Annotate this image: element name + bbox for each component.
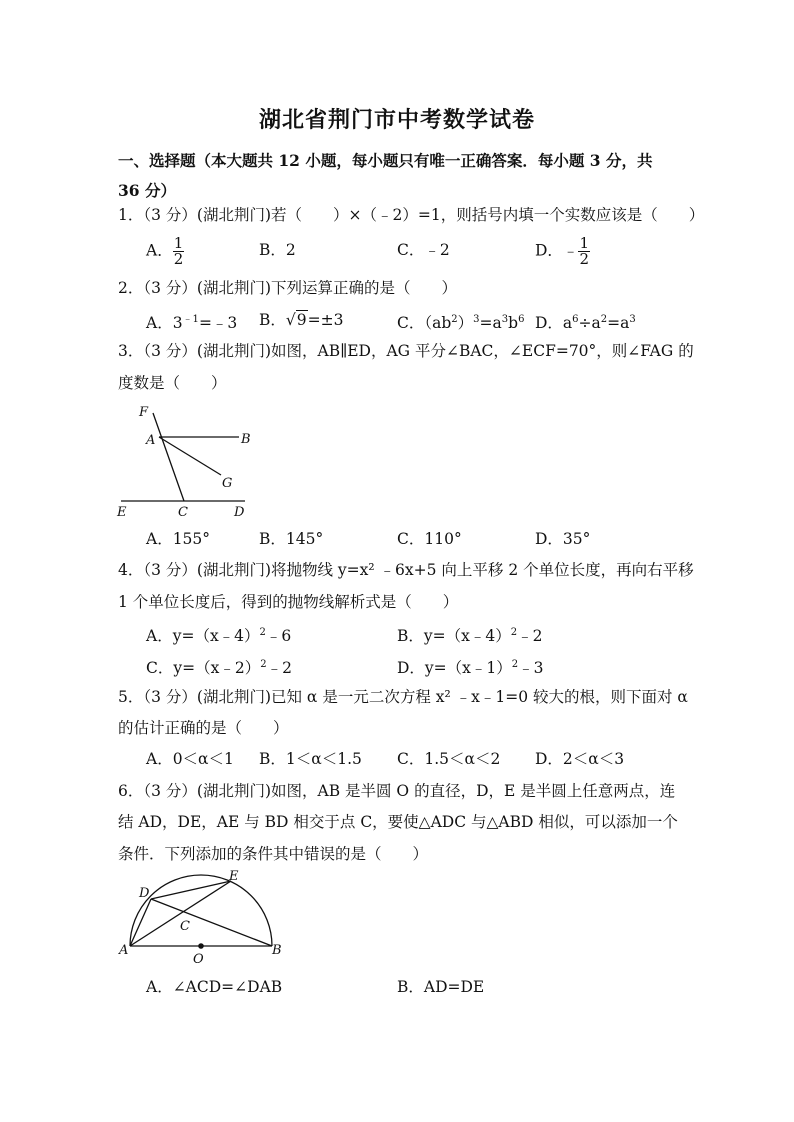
q5-option-b: B．1＜α＜1.5	[259, 750, 362, 768]
q4-option-c: C．y=（x﹣2）$^2$﹣2	[146, 659, 292, 678]
q4-stem-line-1: 4．（3 分）(湖北荆门)将抛物线 y=x² ﹣6x+5 向上平移 2 个单位长度，再向右平移	[118, 561, 694, 579]
q3-option-a: A．155°	[146, 530, 211, 548]
q6-stem-line-1: 6．（3 分）(湖北荆门)如图，AB 是半圆 O 的直径，D，E 是半圆上任意两点，连	[118, 782, 676, 800]
q6-label-b: B	[272, 943, 282, 958]
q5-option-d: D．2＜α＜3	[535, 750, 625, 768]
page-title: 湖北省荆门市中考数学试卷	[258, 107, 535, 133]
q2-option-a: A．$3^{﹣1}=﹣3$	[146, 314, 238, 333]
q5-stem-line-2: 的估计正确的是（ ）	[118, 719, 289, 737]
q1-option-a: A． $\frac{1}{2}$	[146, 234, 184, 268]
section-heading: 一、选择题（本大题共 12 小题，每小题只有唯一正确答案．每小题 3 分，共 36 分）	[118, 151, 653, 200]
q3-stem-line-2: 度数是（ ）	[118, 374, 227, 392]
q1-stem: 1．（3 分）(湖北荆门)若（ ）×（﹣2）=1，则括号内填一个实数应该是（ ）	[118, 206, 705, 224]
q5-stem-line-1: 5．（3 分）(湖北荆门)已知 α 是一元二次方程 x² ﹣x﹣1=0 较大的根，则下面对 α	[118, 688, 688, 706]
q4-stem-line-2: 1 个单位长度后，得到的抛物线解析式是（ ）	[118, 593, 459, 611]
q6-stem-line-2: 结 AD，DE，AE 与 BD 相交于点 C，要使△ADC 与△ABD 相似，可以添加一个	[118, 813, 678, 831]
q3-label-c: C	[178, 505, 188, 518]
q3-option-c: C．110°	[397, 530, 462, 548]
q1-option-c: C．﹣2	[397, 241, 450, 259]
q2-option-b: B．√9=±3	[259, 311, 344, 329]
q6-option-b: B．AD=DE	[397, 978, 485, 996]
q6-label-e: E	[229, 869, 239, 884]
q3-label-a: A	[146, 433, 156, 448]
q2-option-c: C．$(ab^2)^3=a^3b^6$	[397, 314, 525, 333]
q3-figure	[115, 403, 265, 518]
q6-stem-line-3: 条件．下列添加的条件其中错误的是（ ）	[118, 845, 429, 863]
q6-label-d: D	[139, 886, 150, 901]
q2-option-d: D．$a^6\div a^2=a^3$	[535, 314, 636, 333]
q6-label-a: A	[119, 943, 129, 958]
q1-option-d: D．﹣ $\frac{1}{2}$	[535, 234, 589, 268]
q3-label-g: G	[222, 476, 233, 491]
q3-label-e: E	[117, 505, 127, 518]
q6-figure	[115, 866, 285, 966]
q3-option-d: D．35°	[535, 530, 591, 548]
q3-stem-line-1: 3．（3 分）(湖北荆门)如图，AB∥ED，AG 平分∠BAC，∠ECF=70°，则∠FAG 的	[118, 342, 694, 360]
q2-stem: 2．（3 分）(湖北荆门)下列运算正确的是（ ）	[118, 279, 457, 297]
q4-option-d: D．y=（x﹣1）$^2$﹣3	[397, 659, 544, 678]
q3-label-f: F	[139, 405, 149, 420]
q5-option-a: A．0＜α＜1	[146, 750, 234, 768]
q4-option-b: B．y=（x﹣4）$^2$﹣2	[397, 627, 543, 646]
q3-label-d: D	[234, 505, 245, 518]
q3-option-b: B．145°	[259, 530, 324, 548]
q5-option-c: C．1.5＜α＜2	[397, 750, 501, 768]
q6-label-c: C	[180, 919, 190, 934]
q3-label-b: B	[241, 432, 251, 447]
q1-option-b: B．2	[259, 241, 296, 259]
q6-label-o: O	[193, 952, 204, 966]
q4-option-a: A．y=（x﹣4）$^2$﹣6	[146, 627, 292, 646]
q6-option-a: A．∠ACD=∠DAB	[146, 978, 283, 996]
